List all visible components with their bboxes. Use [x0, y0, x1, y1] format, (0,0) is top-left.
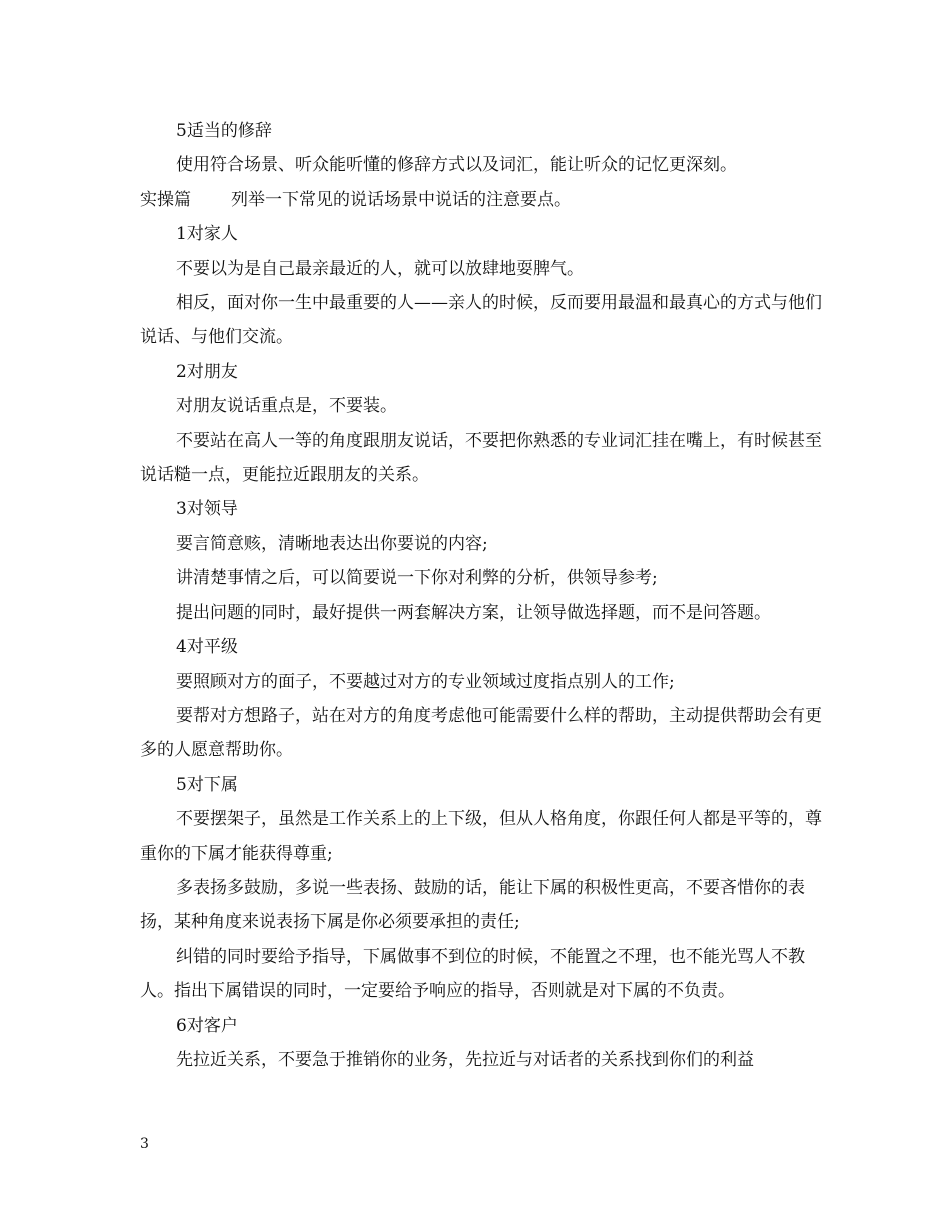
paragraph-heading-family: 1对家人: [176, 224, 238, 245]
paragraph: 要言简意赅，清晰地表达出你要说的内容;: [176, 533, 488, 554]
paragraph: 讲清楚事情之后，可以简要说一下你对利弊的分析，供领导参考;: [176, 568, 658, 589]
paragraph-text: 列举一下常见的说话场景中说话的注意要点。: [231, 189, 571, 210]
paragraph-heading-rhetoric: 5适当的修辞: [176, 121, 272, 141]
paragraph-heading-peers: 4对平级: [176, 637, 238, 658]
paragraph: 要照顾对方的面子，不要越过对方的专业领域过度指点别人的工作;: [176, 671, 675, 692]
paragraph: 不要以为是自己最亲最近的人，就可以放肆地耍脾气。: [176, 258, 584, 279]
paragraph-heading-subordinates: 5对下属: [176, 774, 238, 795]
paragraph-heading-clients: 6对客户: [176, 1015, 238, 1036]
paragraph: 不要站在高人一等的角度跟朋友说话，不要把你熟悉的专业词汇挂在嘴上，有时候甚至说话糙一点，更能拉近跟朋友的关系。: [140, 430, 822, 486]
paragraph: 相反，面对你一生中最重要的人——亲人的时候，反而要用最温和最真心的方式与他们说话、与他们交流。: [140, 293, 822, 348]
page-number: 3: [140, 1136, 149, 1152]
paragraph-heading-leader: 3对领导: [176, 499, 238, 520]
paragraph-practice-intro: [140, 183, 823, 217]
section-label: 实操篇: [140, 189, 191, 210]
paragraph: 提出问题的同时，最好提供一两套解决方案，让领导做选择题，而不是问答题。: [176, 602, 771, 623]
paragraph: 多表扬多鼓励，多说一些表扬、鼓励的话，能让下属的积极性更高，不要吝惜你的表扬，某种角度来说表扬下属是你必须要承担的责任;: [140, 877, 805, 933]
paragraph: 纠错的同时要给予指导，下属做事不到位的时候，不能置之不理，也不能光骂人不教人。指出下属错误的同时，一定要给予响应的指导，否则就是对下属的不负责。: [140, 946, 805, 1002]
document-body: [140, 114, 823, 1077]
paragraph-heading-friends: 2对朋友: [176, 361, 238, 382]
paragraph: 先拉近关系，不要急于推销你的业务，先拉近与对话者的关系找到你们的利益: [176, 1049, 754, 1070]
paragraph: 对朋友说话重点是，不要装。: [176, 396, 397, 417]
paragraph: 使用符合场景、听众能听懂的修辞方式以及词汇，能让听众的记忆更深刻。: [176, 155, 737, 176]
paragraph: 要帮对方想路子，站在对方的角度考虑他可能需要什么样的帮助，主动提供帮助会有更多的人愿意帮助你。: [140, 705, 822, 761]
paragraph: 不要摆架子，虽然是工作关系上的上下级，但从人格角度，你跟任何人都是平等的，尊重你的下属才能获得尊重;: [140, 809, 822, 864]
